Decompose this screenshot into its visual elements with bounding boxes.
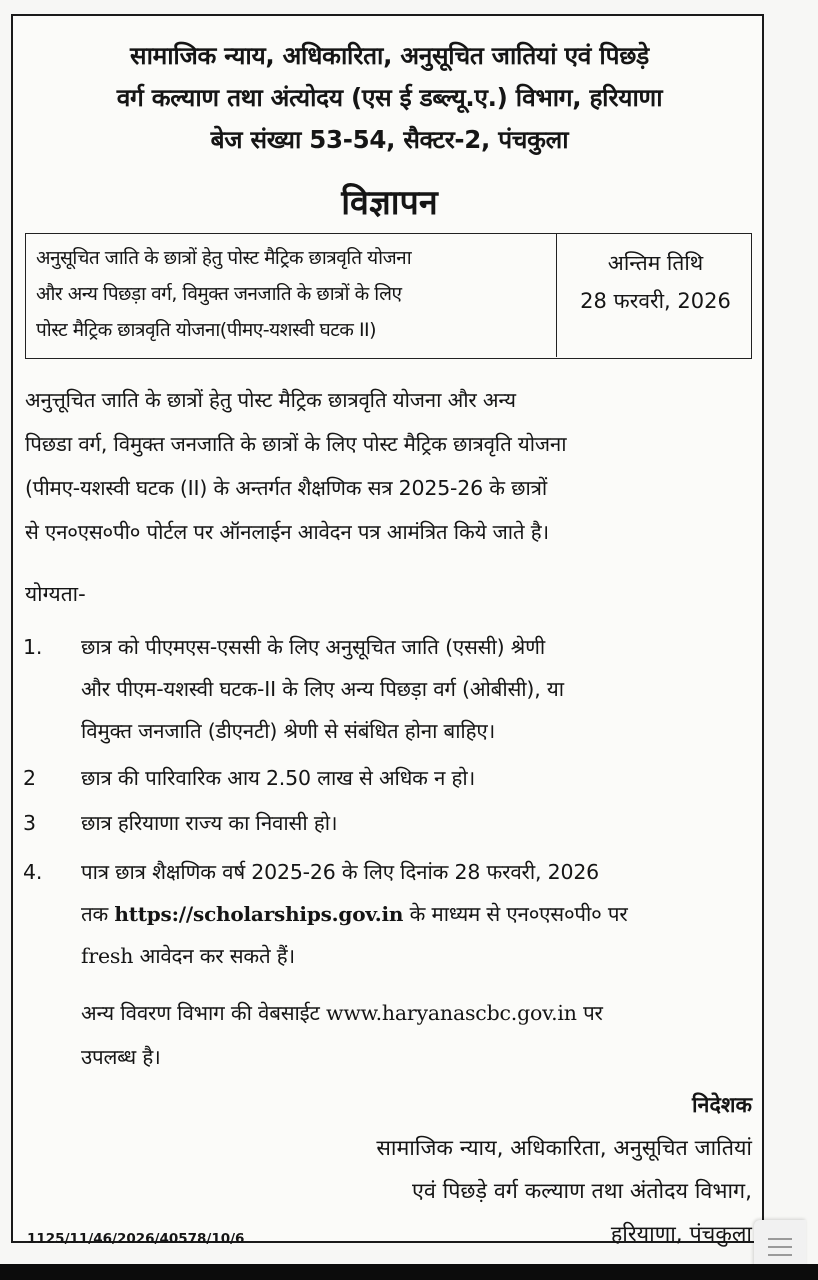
department-name-line-1: सामाजिक न्याय, अधिकारिता, अनुसूचित जातियां एवं पिछड़े bbox=[130, 41, 649, 70]
scholarship-portal-link[interactable]: https://scholarships.gov.in bbox=[114, 902, 404, 926]
other-details-line bbox=[81, 991, 603, 1035]
item-text-rest: आवेदन कर सकते हैं। bbox=[133, 944, 295, 968]
item-text: छात्र की पारिवारिक आय 2.50 लाख से अधिक न हो। bbox=[81, 766, 476, 790]
item-text-line: छात्र को पीएमएस-एससी के लिए अनुसूचित जाति (एससी) श्रेणी bbox=[81, 635, 545, 659]
advertisement-frame bbox=[11, 14, 764, 1247]
item-text-line: विमुक्त जनजाति (डीएनटी) श्रेणी से संबंधित होना बाहिए। bbox=[81, 719, 496, 743]
other-details-prefix: अन्य विवरण विभाग की वेबसाईट bbox=[81, 1001, 326, 1025]
intro-paragraph bbox=[25, 378, 760, 554]
department-name-line-2: वर्ग कल्याण तथा अंत्योदय (एस ई डब्ल्यू.ए.) विभाग, हरियाणा bbox=[116, 83, 663, 112]
item-text-suffix: के माध्यम से एन०एस०पी० पर bbox=[403, 902, 628, 926]
scheme-name-line: पोस्ट मैट्रिक छात्रवृति योजना(पीमए-यशस्वी घटक II) bbox=[36, 319, 377, 341]
signatory-designation: निदेशक bbox=[691, 1093, 752, 1118]
department-website-link[interactable]: www.haryanascbc.gov.in bbox=[325, 1001, 577, 1025]
intro-line: (पीमए-यशस्वी घटक (II) के अन्तर्गत शैक्षणिक सत्र 2025-26 के छात्रों bbox=[25, 476, 548, 500]
other-details bbox=[81, 991, 603, 1079]
eligibility-heading: योग्यता- bbox=[25, 582, 86, 606]
intro-line: से एन०एस०पी० पोर्टल पर ऑनलाईन आवेदन पत्र आमंत्रित किये जाते है। bbox=[25, 520, 549, 544]
item-text bbox=[81, 851, 628, 977]
screen-bottom-bar bbox=[0, 1264, 818, 1280]
last-date bbox=[558, 244, 753, 320]
advertisement-title: विज्ञापन bbox=[341, 183, 438, 223]
scheme-name bbox=[36, 240, 551, 348]
item-text bbox=[81, 626, 564, 752]
scheme-name-line: और अन्य पिछड़ा वर्ग, विमुक्त जनजाति के छात्रों के लिए bbox=[36, 283, 402, 305]
item-text-line bbox=[81, 893, 628, 935]
item-number: 3 bbox=[23, 811, 36, 835]
fresh-word: fresh bbox=[81, 944, 134, 968]
department-address: बेज संख्या 53-54, सैक्टर-2, पंचकुला bbox=[210, 125, 569, 154]
signature-block bbox=[376, 1084, 752, 1256]
scheme-name-line: अनुसूचित जाति के छात्रों हेतु पोस्ट मैट्रिक छात्रवृति योजना bbox=[36, 247, 412, 269]
item-text-line: पात्र छात्र शैक्षणिक वर्ष 2025-26 के लिए दिनांक 28 फरवरी, 2026 bbox=[81, 860, 600, 884]
intro-line: पिछडा वर्ग, विमुक्त जनजाति के छात्रों के लिए पोस्ट मैट्रिक छात्रवृति योजना bbox=[25, 432, 567, 456]
signatory-line: हरियाणा, पंचकुला bbox=[610, 1222, 752, 1247]
item-text: छात्र हरियाणा राज्य का निवासी हो। bbox=[81, 811, 338, 835]
intro-line: अनुत्तूचित जाति के छात्रों हेतु पोस्ट मैट्रिक छात्रवृति योजना और अन्य bbox=[25, 388, 516, 412]
other-details-line: उपलब्ध है। bbox=[81, 1045, 161, 1069]
item-text-line: और पीएम-यशस्वी घटक-II के लिए अन्य पिछड़ा वर्ग (ओबीसी), या bbox=[81, 677, 564, 701]
signatory-line: एवं पिछड़े वर्ग कल्याण तथा अंतोदय विभाग, bbox=[411, 1179, 752, 1204]
item-text-line bbox=[81, 935, 628, 977]
item-text-prefix: तक bbox=[81, 902, 115, 926]
item-number: 2 bbox=[23, 766, 36, 790]
scheme-info-box bbox=[25, 233, 752, 359]
item-number: 1. bbox=[23, 635, 43, 659]
last-date-label: अन्तिम तिथि bbox=[607, 251, 704, 275]
info-box-divider bbox=[556, 234, 557, 357]
last-date-value: 28 फरवरी, 2026 bbox=[580, 289, 731, 313]
signatory-line: सामाजिक न्याय, अधिकारिता, अनुसूचित जातियां bbox=[376, 1136, 752, 1161]
other-details-suffix: पर bbox=[576, 1001, 603, 1025]
item-number: 4. bbox=[23, 860, 43, 884]
reference-number: 1125/11/46/2026/40578/10/6 bbox=[27, 1231, 245, 1247]
